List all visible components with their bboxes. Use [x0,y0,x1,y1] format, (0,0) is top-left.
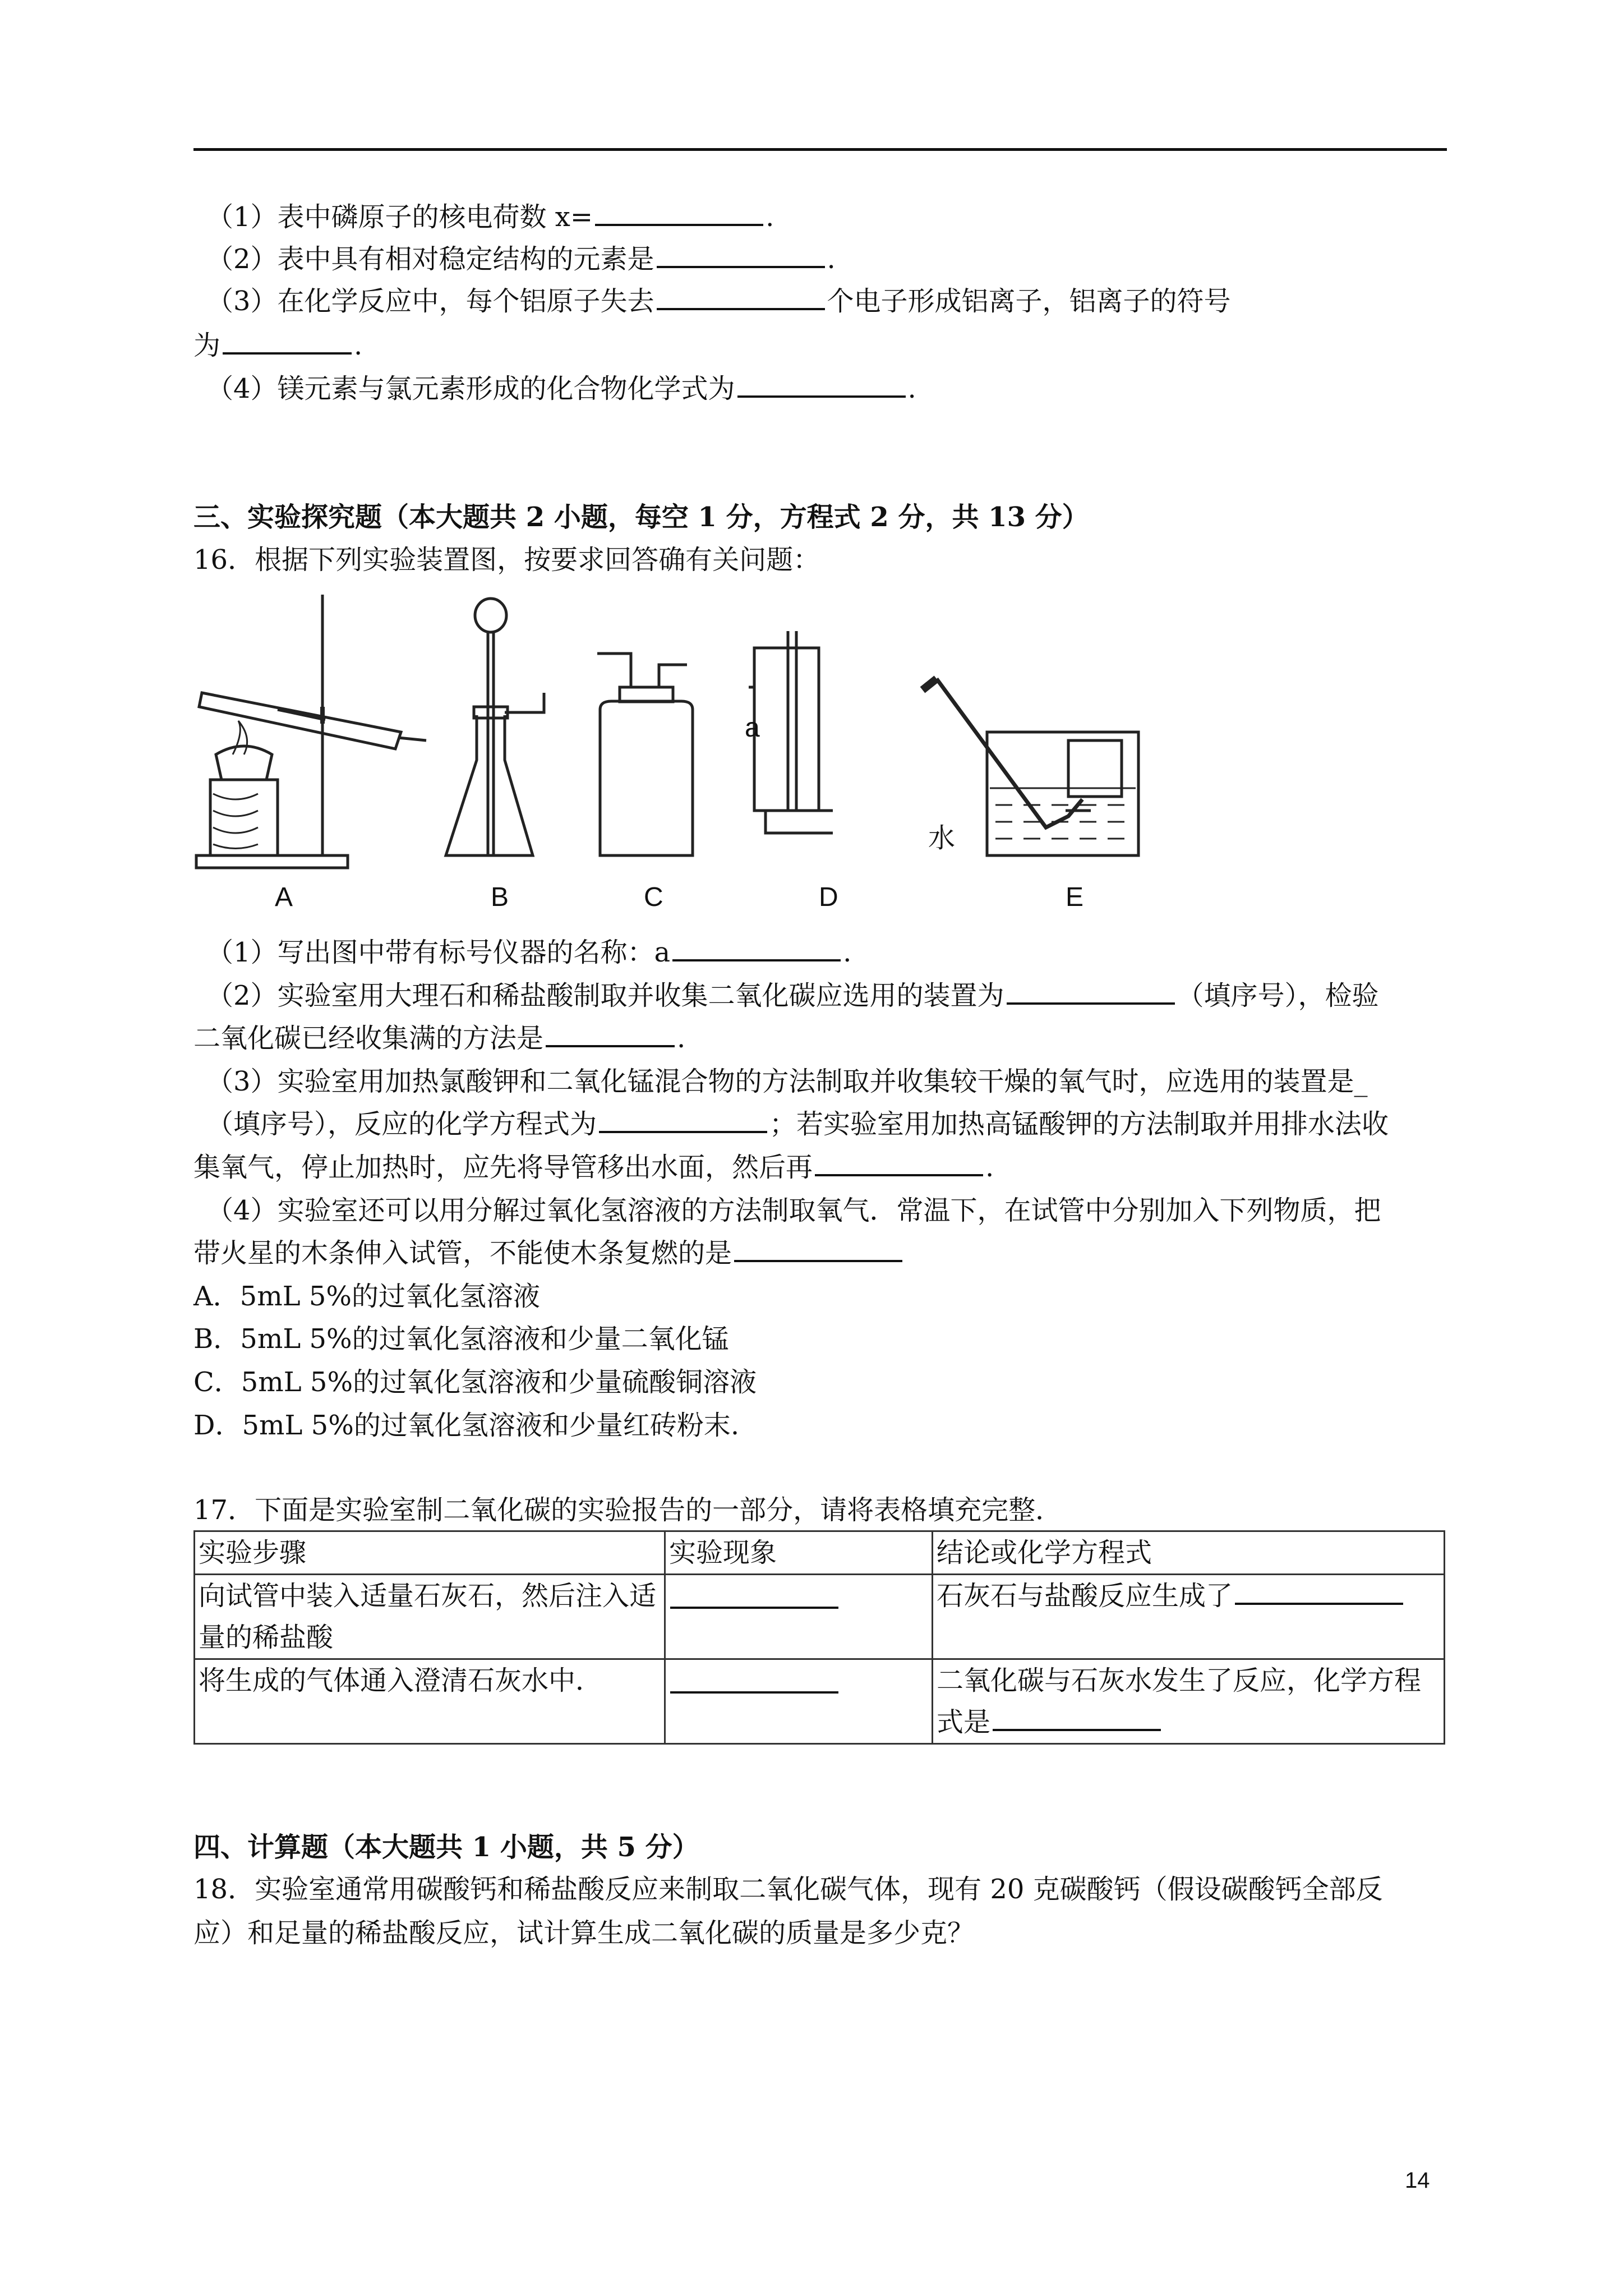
answer-blank[interactable] [599,1106,767,1133]
answer-blank[interactable] [670,1582,838,1609]
q16-option-b: B．5mL 5%的过氧化氢溶液和少量二氧化锰 [193,1323,729,1355]
q15-part3: （3）在化学反应中，每个铝原子失去 个电子形成铝离子，铝离子的符号 [206,280,1231,323]
apparatus-diagram [193,586,1147,928]
answer-blank[interactable] [1007,978,1175,1005]
answer-blank[interactable] [595,199,763,226]
q18-line2: 应）和足量的稀盐酸反应，试计算生成二氧化碳的质量是多少克？ [193,1917,975,1949]
q15-part1: （1）表中磷原子的核电荷数 x= . [206,196,774,238]
answer-blank[interactable] [993,1704,1161,1731]
q16-part3-cont: （填序号），反应的化学方程式为 ；若实验室用加热高锰酸钾的方法制取并用排水法收 [206,1103,1389,1145]
row1-conclusion: 石灰石与盐酸反应生成了 [933,1575,1445,1659]
row2-phenomenon [665,1659,933,1744]
answer-blank[interactable] [657,241,825,268]
table-header-row [195,1531,1445,1575]
apparatus-b-flask [446,599,544,855]
answer-blank[interactable] [657,283,825,310]
q16-part3-cont2: 集氧气，停止加热时，应先将导管移出水面，然后再 . [193,1146,994,1189]
label-A: A [275,882,293,912]
q16-option-a: A．5mL 5%的过氧化氢溶液 [193,1281,541,1312]
answer-blank[interactable] [734,1235,902,1262]
row2-conclusion: 二氧化碳与石灰水发生了反应，化学方程式是 [933,1659,1445,1744]
q16-part3: （3）实验室用加热氯酸钾和二氧化锰混合物的方法制取并收集较干燥的氧气时，应选用的装置是_ [206,1066,1368,1097]
answer-blank[interactable] [670,1667,838,1694]
q18-line1: 18．实验室通常用碳酸钙和稀盐酸反应来制取二氧化碳气体，现有 20 克碳酸钙（假设碳酸钙全部反 [193,1874,1383,1905]
label-a: a [745,713,760,743]
q16-part2: （2）实验室用大理石和稀盐酸制取并收集二氧化碳应选用的装置为 （填序号），检验 [206,974,1379,1017]
header-conclusion: 结论或化学方程式 [933,1531,1445,1575]
table-row [195,1659,1445,1744]
section3-title: 三、实验探究题（本大题共 2 小题，每空 1 分，方程式 2 分，共 13 分） [193,501,1089,533]
q16-part4: （4）实验室还可以用分解过氧化氢溶液的方法制取氧气．常温下，在试管中分别加入下列物质，把 [206,1195,1381,1226]
q16-part4-cont: 带火星的木条伸入试管，不能使木条复燃的是 [193,1232,905,1274]
answer-blank[interactable] [815,1149,983,1176]
header-rule [193,148,1447,151]
answer-blank[interactable] [546,1020,675,1047]
q15-part3-cont: 为 . [193,324,362,367]
answer-blank[interactable] [672,935,841,961]
header-step: 实验步骤 [195,1531,665,1575]
answer-blank[interactable] [1235,1578,1403,1605]
q16-part1: （1）写出图中带有标号仪器的名称：a . [206,931,851,974]
apparatus-d-jar [749,631,833,833]
apparatus-a-heating [196,595,426,868]
experiment-report-table [193,1530,1445,1745]
q16-stem: 16．根据下列实验装置图，按要求回答确有关问题： [193,544,820,576]
header-phenomenon: 实验现象 [665,1531,933,1575]
label-water: 水 [928,823,956,853]
apparatus-c-bottle [597,654,693,855]
q16-part2-cont: 二氧化碳已经收集满的方法是 . [193,1017,685,1060]
table-row [195,1575,1445,1659]
label-E: E [1066,882,1084,912]
q16-option-c: C．5mL 5%的过氧化氢溶液和少量硫酸铜溶液 [193,1366,757,1398]
answer-blank[interactable] [223,328,352,355]
label-D: D [819,882,838,912]
label-C: C [644,882,663,912]
label-B: B [491,882,509,912]
q17-stem: 17．下面是实验室制二氧化碳的实验报告的一部分，请将表格填充完整． [193,1494,1063,1526]
row1-phenomenon [665,1575,933,1659]
row2-step: 将生成的气体通入澄清石灰水中． [195,1659,665,1744]
q16-option-d: D．5mL 5%的过氧化氢溶液和少量红砖粉末. [193,1410,740,1441]
q15-part2: （2）表中具有相对稳定结构的元素是 . [206,238,836,280]
q15-part4: （4）镁元素与氯元素形成的化合物化学式为 . [206,367,916,410]
section4-title: 四、计算题（本大题共 1 小题，共 5 分） [193,1832,699,1863]
answer-blank[interactable] [737,371,906,398]
row1-step: 向试管中装入适量石灰石，然后注入适量的稀盐酸 [195,1575,665,1659]
page-number: 14 [1405,2168,1430,2193]
